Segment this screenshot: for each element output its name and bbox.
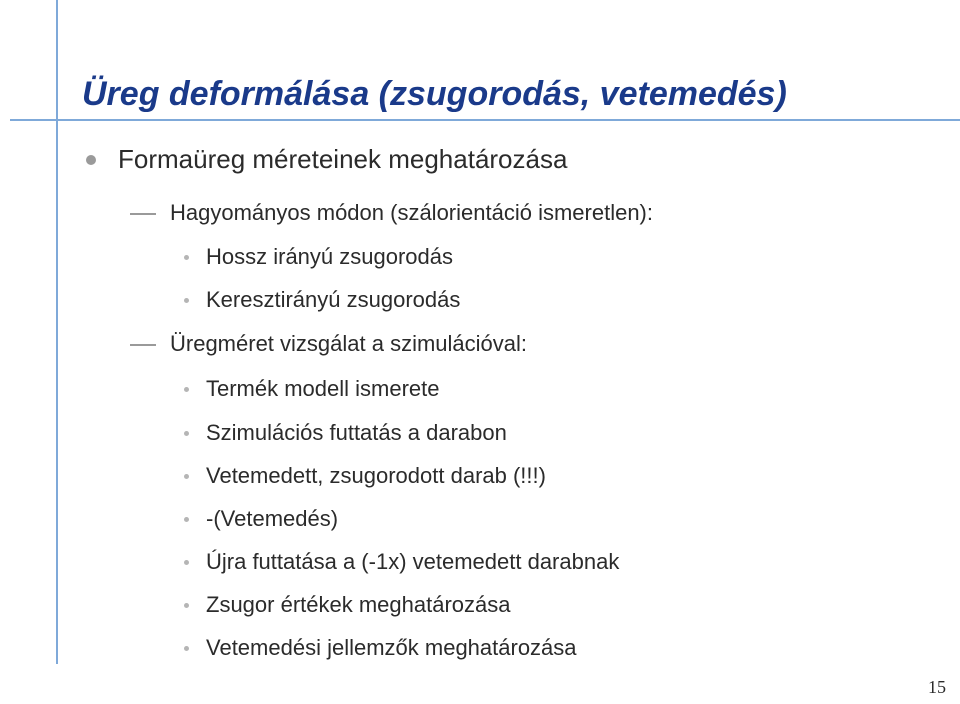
bullet-item-level1: Formaüreg méreteinek meghatározása	[118, 144, 568, 174]
bullet-item-level2: Hagyományos módon (szálorientáció ismeretlen):	[170, 200, 653, 225]
bullet-small-dot-icon	[184, 387, 189, 392]
bullet-item-level2: Üregméret vizsgálat a szimulációval:	[170, 331, 528, 356]
bullet-small-dot-icon	[184, 255, 189, 260]
bullet-small-dot-icon	[184, 474, 189, 479]
bullet-item-level3: Újra futtatása a (-1x) vetemedett darabnak	[206, 549, 620, 574]
bullet-small-dot-icon	[184, 560, 189, 565]
vertical-rule	[56, 0, 58, 664]
bullet-small-dot-icon	[184, 646, 189, 651]
bullet-dash-icon	[130, 213, 156, 215]
bullet-item-level3: Zsugor értékek meghatározása	[206, 592, 511, 617]
bullet-dash-icon	[130, 344, 156, 346]
bullet-small-dot-icon	[184, 517, 189, 522]
bullet-item-level3: Vetemedési jellemzők meghatározása	[206, 635, 577, 660]
bullet-item-level3: Keresztirányú zsugorodás	[206, 287, 461, 312]
bullet-item-level3: Szimulációs futtatás a darabon	[206, 420, 507, 445]
horizontal-rule	[10, 119, 960, 121]
bullet-item-level3: -(Vetemedés)	[206, 506, 339, 531]
bullet-item-level3: Vetemedett, zsugorodott darab (!!!)	[206, 463, 546, 488]
page-number: 15	[928, 677, 946, 697]
bullet-item-level3: Hossz irányú zsugorodás	[206, 244, 454, 269]
slide-title: Üreg deformálása (zsugorodás, vetemedés)	[82, 75, 787, 113]
bullet-small-dot-icon	[184, 298, 189, 303]
bullet-small-dot-icon	[184, 603, 189, 608]
bullet-small-dot-icon	[184, 431, 189, 436]
bullet-dot-icon	[86, 155, 96, 165]
bullet-item-level3: Termék modell ismerete	[206, 376, 440, 401]
